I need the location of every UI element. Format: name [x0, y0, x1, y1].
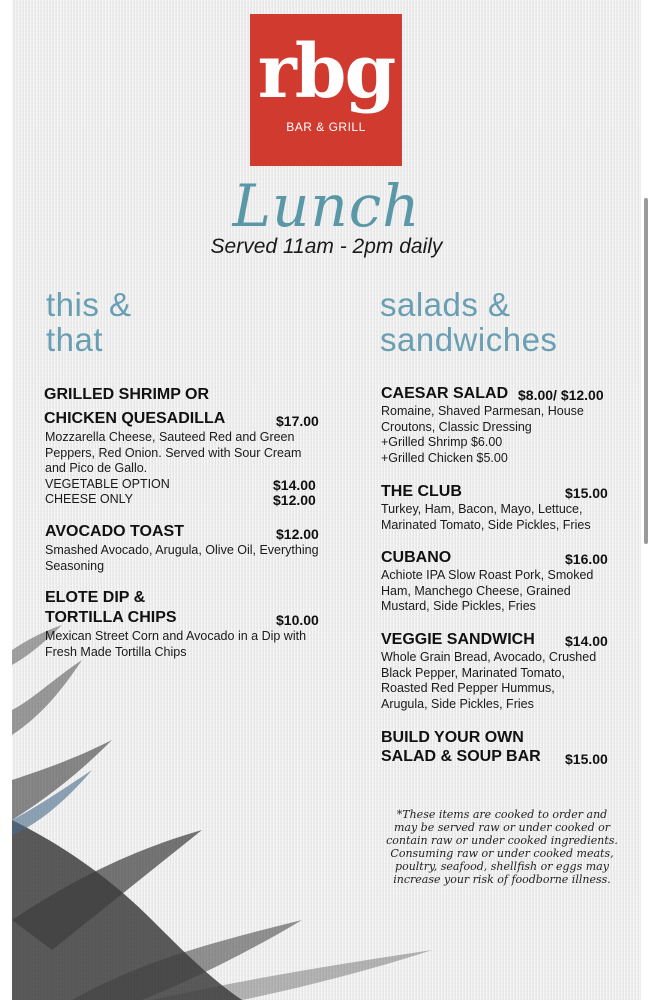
page-title: Lunch: [232, 172, 421, 240]
item-price: $17.00: [276, 413, 319, 429]
scrollbar-thumb[interactable]: [644, 198, 648, 544]
logo-subtitle: BAR & GRILL: [286, 120, 366, 134]
item-price: $15.00: [565, 485, 608, 501]
item-price: $12.00: [276, 526, 319, 542]
item-description: Turkey, Ham, Bacon, Mayo, Lettuce, Marinated Tomato, Side Pickles, Fries: [381, 502, 591, 532]
item-name: BUILD YOUR OWN: [381, 729, 524, 746]
item-price: $16.00: [565, 551, 608, 567]
item-description: Mozzarella Cheese, Sauteed Red and Green Peppers, Red Onion. Served with Sour Cream and Pico de Gallo. VEGETABLE OPTION CHEESE ONLY: [45, 430, 302, 507]
item-price: $8.00/ $12.00: [518, 387, 604, 403]
section-heading-this-and-that: this & that: [46, 286, 132, 358]
item-description: Smashed Avocado, Arugula, Olive Oil, Everything Seasoning: [45, 543, 319, 573]
item-price: $14.00: [565, 633, 608, 649]
item-name: THE CLUB: [381, 483, 462, 500]
item-name: CUBANO: [381, 549, 452, 566]
logo-wordmark: rbg: [257, 29, 395, 115]
item-name: SALAD & SOUP BAR: [381, 748, 541, 765]
menu-page: [12, 0, 641, 1000]
item-name: VEGGIE SANDWICH: [381, 631, 535, 648]
item-price: $10.00: [276, 612, 319, 628]
option-price: $12.00: [273, 492, 316, 508]
section-heading-salads-and-sandwiches: salads & sandwiches: [380, 286, 558, 358]
item-name: AVOCADO TOAST: [45, 523, 184, 540]
item-price: $15.00: [565, 751, 608, 767]
option-price: $14.00: [273, 477, 316, 493]
item-description: Achiote IPA Slow Roast Pork, Smoked Ham, Manchego Cheese, Grained Mustard, Side Pickles, Fries: [381, 568, 594, 614]
item-name: CAESAR SALAD: [381, 385, 509, 402]
item-name: ELOTE DIP &: [45, 589, 146, 606]
food-safety-disclaimer: *These items are cooked to order and may be served raw or under cooked or contain raw or under cooked ingredients. Consuming raw or under cooked meats, poultry, seafood, shellfish or eggs may increase your risk of foodborne illness.: [386, 808, 618, 886]
item-description: Romaine, Shaved Parmesan, House Croutons, Classic Dressing +Grilled Shrimp $6.00 +Grilled Chicken $5.00: [381, 404, 584, 465]
item-description: Whole Grain Bread, Avocado, Crushed Black Pepper, Marinated Tomato, Roasted Red Pepper Hummus, Arugula, Side Pickles, Fries: [381, 650, 597, 711]
restaurant-logo: [250, 14, 402, 166]
left-margin: [0, 0, 12, 1000]
item-description: Mexican Street Corn and Avocado in a Dip with Fresh Made Tortilla Chips: [45, 629, 307, 659]
item-name: TORTILLA CHIPS: [45, 609, 177, 626]
item-name: GRILLED SHRIMP OR: [44, 386, 210, 403]
serving-hours: Served 11am - 2pm daily: [210, 235, 443, 258]
item-name: CHICKEN QUESADILLA: [44, 410, 226, 427]
